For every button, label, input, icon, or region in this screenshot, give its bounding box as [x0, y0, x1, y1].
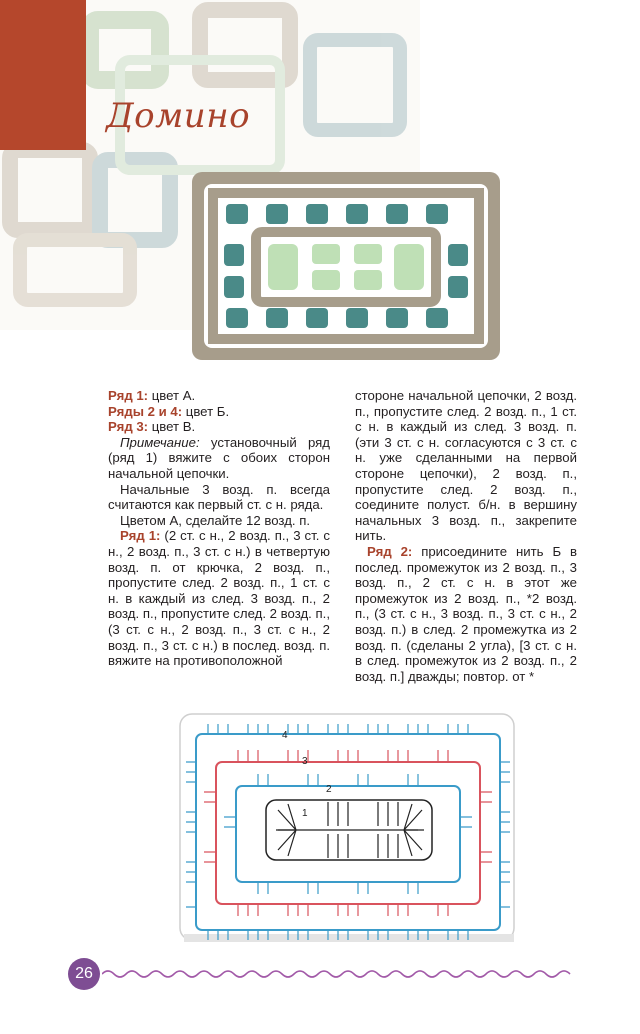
- round1-number: 1: [302, 808, 308, 819]
- row1-instructions: [108, 528, 330, 668]
- note-paragraph: [108, 435, 330, 482]
- paragraph-chain-note: Начальные 3 возд. п. всегда считаются как первый ст. с н. ряда.: [108, 481, 330, 513]
- note-text: установочный ряд (ряд 1) вяжите с обоих сторон начальной цепочки.: [108, 434, 330, 481]
- round3-number: 3: [302, 756, 308, 767]
- paragraph-start: Цветом А, сделайте 12 возд. п.: [120, 512, 311, 528]
- row3-value: цвет В.: [148, 419, 196, 435]
- round4-number: 4: [282, 730, 288, 741]
- row1-continuation: стороне начальной цепочки, 2 возд. п., пропустите след. 2 возд. п., 1 ст. с н. в каждый из след. 3 возд. п. (эти 3 ст. с н. согласуются с 3 ст. с н. уже сделанными на первой стороне цепочки), 2 возд. п., пропустите след. 2 возд. п., соедините полуст. б/н. в вершину начальных 3 возд. п., закрепите нить.: [355, 388, 577, 544]
- row1-color-line: [108, 388, 330, 404]
- row1-label: Ряд 1:: [108, 388, 149, 403]
- row1-value: цвет А.: [148, 388, 196, 403]
- decorative-wave-line: [102, 964, 580, 984]
- row1-instr-label: Ряд 1:: [120, 528, 161, 544]
- crochet-chart-diagram: [178, 712, 518, 944]
- row2-text: присоедините нить Б в послед. промежуток из 2 возд. п., 3 возд. п., 2 ст. с н. в этот же промежуток из 2 возд. п., *2 возд. п., (3 ст. с н., 3 возд. п., 3 ст. с н., 2 возд. п.) в след. 2 промежутка из 2 возд. п. (сделаны 2 угла), [3 ст. с н. в след. промежуток из 2 возд. п., 2 возд. п.] дважды; повтор. от *: [355, 543, 577, 684]
- left-text-column: [108, 388, 330, 669]
- rows24-label: Ряды 2 и 4:: [108, 403, 183, 419]
- page-number: 26: [68, 958, 100, 990]
- row2-label: Ряд 2:: [367, 543, 413, 559]
- chapter-color-block: [0, 0, 86, 150]
- page-title: Домино: [106, 96, 251, 136]
- row2-instructions: [355, 544, 577, 684]
- crochet-swatch-photo: [186, 166, 506, 366]
- row3-color-line: [108, 419, 330, 435]
- rows24-color-line: [108, 404, 330, 420]
- note-label: Примечание:: [120, 434, 200, 450]
- right-text-column: [355, 388, 577, 684]
- row3-label: Ряд 3:: [108, 419, 149, 435]
- rows24-value: цвет Б.: [182, 403, 230, 419]
- row1-instr-text: (2 ст. с н., 2 возд. п., 3 ст. с н., 2 возд. п., 3 ст. с н.) в четвертую возд. п. от крючка, 2 возд. п., пропустите след. 2 возд. п., 1 ст. с н. в каждый из след. 3 возд. п., 2 возд. п., пропустите след. 2 возд. п., (3 ст. с н., 2 возд. п., 3 ст. с н., 2 возд. п., 3 ст. с н.) в послед. возд. п. вяжите на противоположной: [108, 528, 330, 669]
- round2-number: 2: [326, 784, 332, 795]
